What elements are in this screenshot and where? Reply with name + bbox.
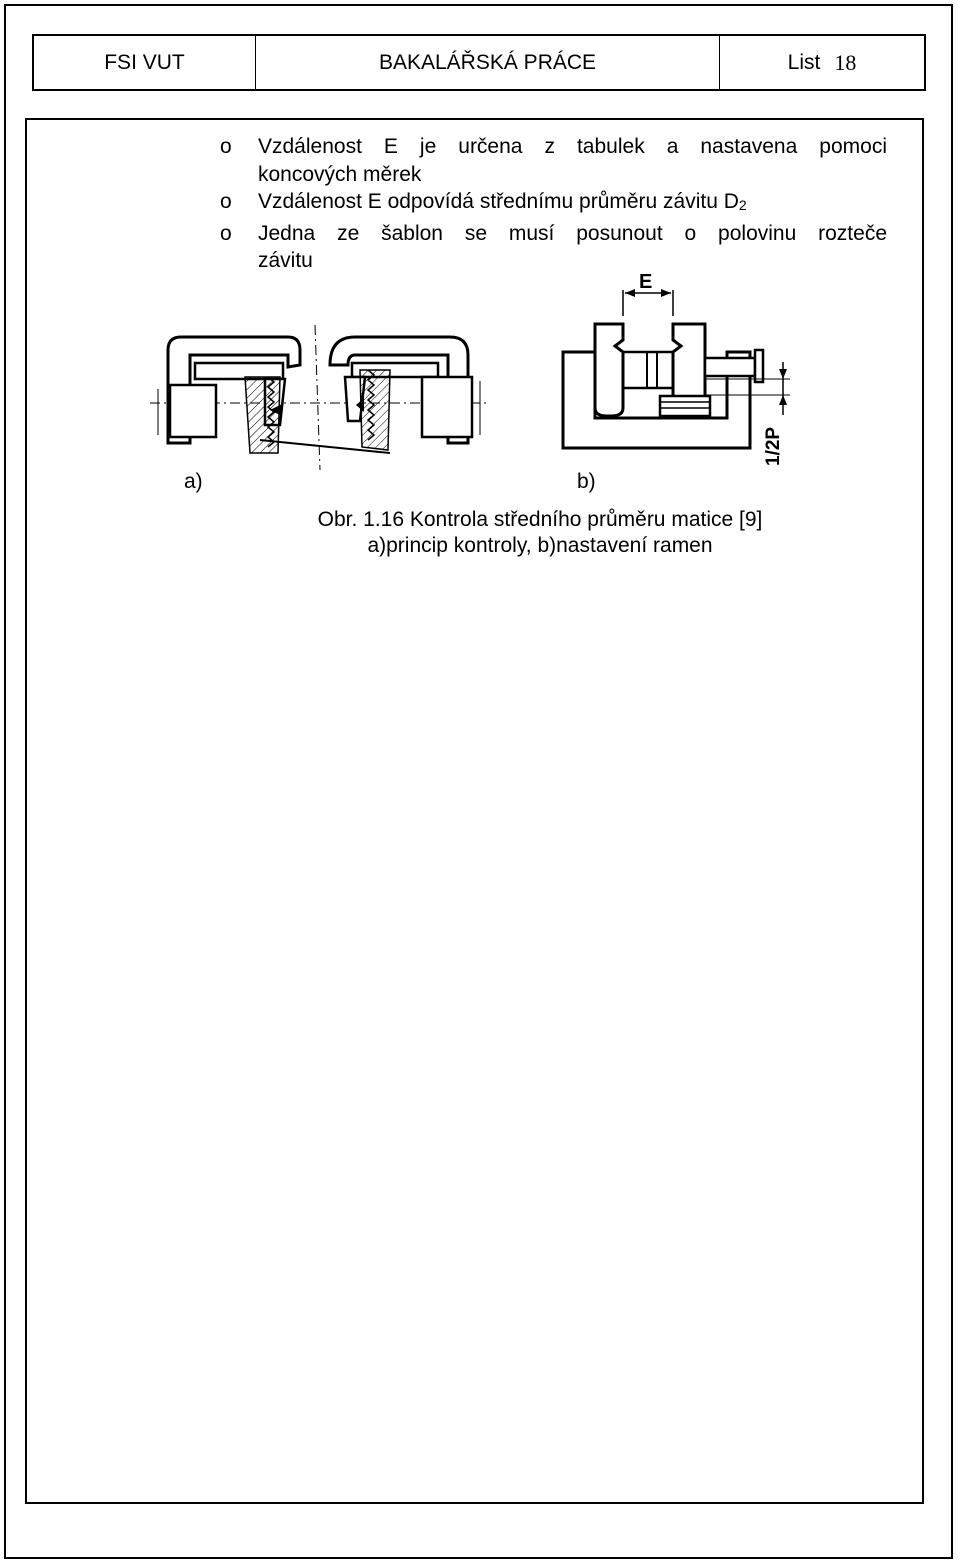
caption-line-1: Obr. 1.16 Kontrola středního průměru matice [9] [317,508,763,531]
page-header [32,34,926,91]
caption-line-2: a)princip kontroly, b)nastavení ramen [367,534,713,557]
list-item-text: závitu [258,249,313,272]
figure-a-label: a) [184,470,203,493]
list-item-text: Jedna ze šablon se musí posunout o polovinu rozteče [258,221,887,245]
bullet-marker: o [220,190,232,213]
bullet-marker: o [220,221,232,245]
header-sheet [719,36,924,89]
sheet-number: 18 [834,49,857,75]
figure-caption [230,507,850,559]
list-item-text: koncových měrek [258,162,422,186]
list-item [220,220,887,275]
dimension-e-label: E [639,271,653,293]
figure-b-label: b) [577,470,596,493]
header-title: BAKALÁŘSKÁ PRÁCE [255,36,719,89]
list-item [220,133,887,188]
bullet-marker: o [220,135,232,158]
bullet-list [220,133,887,275]
list-item-text: Vzdálenost E je určena z tabulek a nastavena pomoci [258,135,887,158]
list-item-main: Vzdálenost E odpovídá střednímu průměru závitu D [258,190,739,213]
figure-a-drawing [150,325,490,470]
dimension-half-pitch-label: 1/2P [763,426,784,466]
list-item [220,188,887,220]
header-institution: FSI VUT [104,50,185,74]
list-item-subscript: 2 [738,197,747,213]
figure-b-drawing [555,270,800,470]
list-item-text [258,188,887,220]
sheet-label: List [787,50,821,74]
